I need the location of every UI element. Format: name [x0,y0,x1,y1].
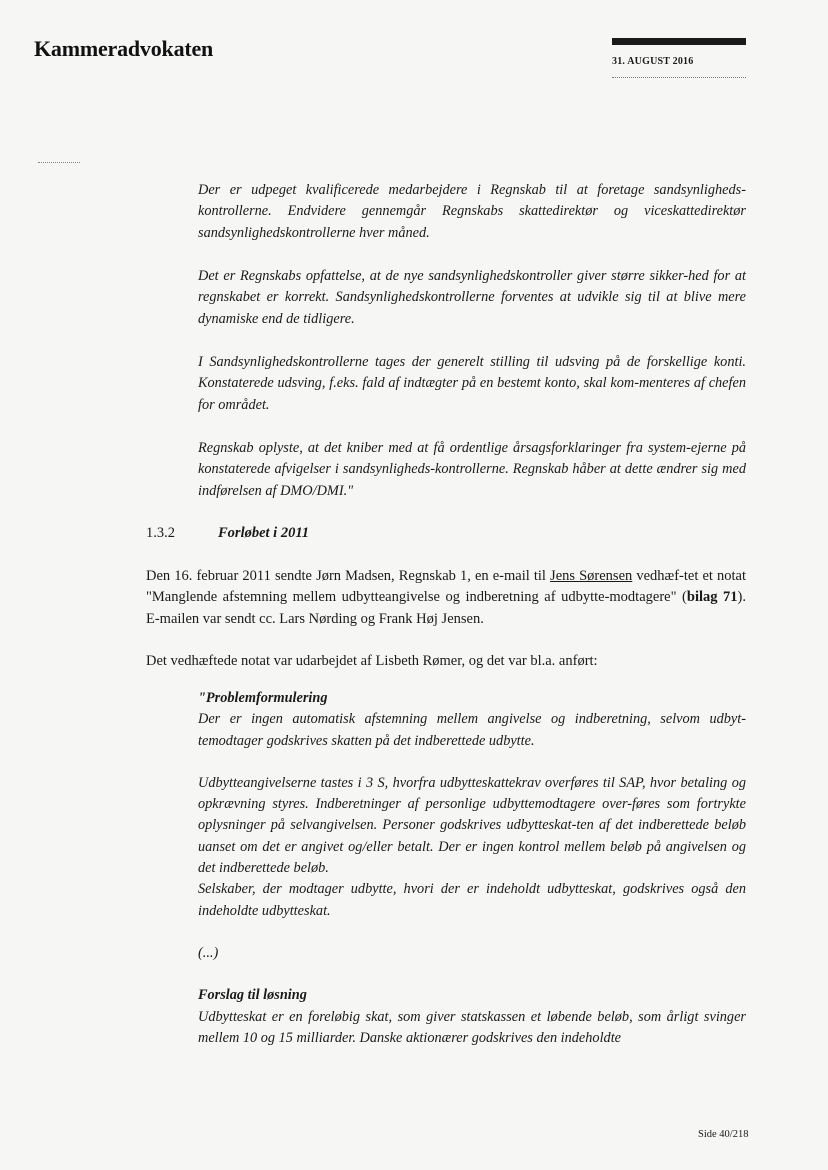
quote-paragraph-3: I Sandsynlighedskontrollerne tages der generelt stilling til udsving på de forskellige konti. Konstaterede udsving, f.eks. fald af indtægter på en bestemt konto, skal kom-menteres af chefen for området. [198,354,746,413]
spacer [198,964,746,985]
bilag-reference: bilag 71 [686,589,738,606]
section-heading [146,525,309,542]
memo-heading-problem: "Problemformulering [198,690,328,706]
body-paragraph-1 [146,566,746,630]
section-number: 1.3.2 [146,525,175,541]
body-text: Den 16. februar 2011 sendte Jørn Madsen, Regnskab 1, en e-mail til [146,568,551,584]
memo-heading-solution: Forslag til løsning [198,987,307,1004]
section-title: Forløbet i 2011 [218,525,310,541]
page-number: Side 40/218 [698,1129,749,1140]
spacer [198,752,746,773]
memo-paragraph-4: Udbytteskat er en foreløbig skat, som giver statskassen et løbende beløb, som årligt svinger mellem 10 og 15 milliarder. Danske aktionærer godskrives den indeholdte [198,1008,746,1046]
quoted-memo [198,688,746,1049]
memo-ellipsis: (...) [198,944,219,961]
header-divider [612,77,746,78]
body-paragraph-2: Det vedhæftede notat var udarbejdet af Lisbeth Rømer, og det var bl.a. anført: [146,653,598,669]
body-text: vedhæf-tet et notat "Manglende afstemning mellem udbytteangivelse og indberetning af udbytte-modtagere" ( [146,568,746,606]
memo-paragraph-1: Der er ingen automatisk afstemning mellem angivelse og indberetning, selvom udbyt-temodtager godskrives skatten på det indberettede udbytte. [198,711,746,749]
body-text: ). E-mailen var sendt cc. Lars Nørding og Frank Høj Jensen. [146,589,746,627]
kammeradvokaten-logo: Kammeradvokaten [34,36,214,61]
header-bar [612,38,746,45]
spacer [198,922,746,943]
memo-paragraph-3: Selskaber, der modtager udbytte, hvori der er indeholdt udbytteskat, godskrives også den indeholdte udbytteskat. [198,881,746,919]
memo-paragraph-2: Udbytteangivelserne tastes i 3 S, hvorfra udbytteskattekrav overføres til SAP, hvor betaling og opkrævning styres. Indberetninger af personlige udbyttemodtagere over-føres som fortrykte oplysninger på selvangivelsen. Personer godskrives udbytteskat-ten af det indberettede beløb uanset om det er angivet og/eller betalt. Der er ingen kontrol mellem beløb på angivelsen og det indberettede beløb. [198,774,746,877]
margin-divider [38,162,80,163]
header-date: 31. AUGUST 2016 [612,56,694,67]
quote-paragraph-2: Det er Regnskabs opfattelse, at de nye sandsynlighedskontroller giver større sikker-hed for at regnskabet er korrekt. Sandsynlighedskontrollerne forventes at udvikle sig til at blive mere dynamiske end de tidligere. [198,268,746,327]
quote-paragraph-1: Der er udpeget kvalificerede medarbejdere i Regnskab til at foretage sandsynligheds-kontrollerne. Endvidere gennemgår Regnskabs skattedirektør og viceskattedirektør sandsynlighedskontrollerne hver måned. [198,182,746,241]
quote-paragraph-4: Regnskab oplyste, at det kniber med at få ordentlige årsagsforklaringer fra system-ejerne på konstaterede afvigelser i sandsynligheds-kontrollerne. Regnskab håber at dette ændrer sig med indførelsen af DMO/DMI." [198,440,746,499]
person-link: Jens Sørensen [550,568,633,584]
